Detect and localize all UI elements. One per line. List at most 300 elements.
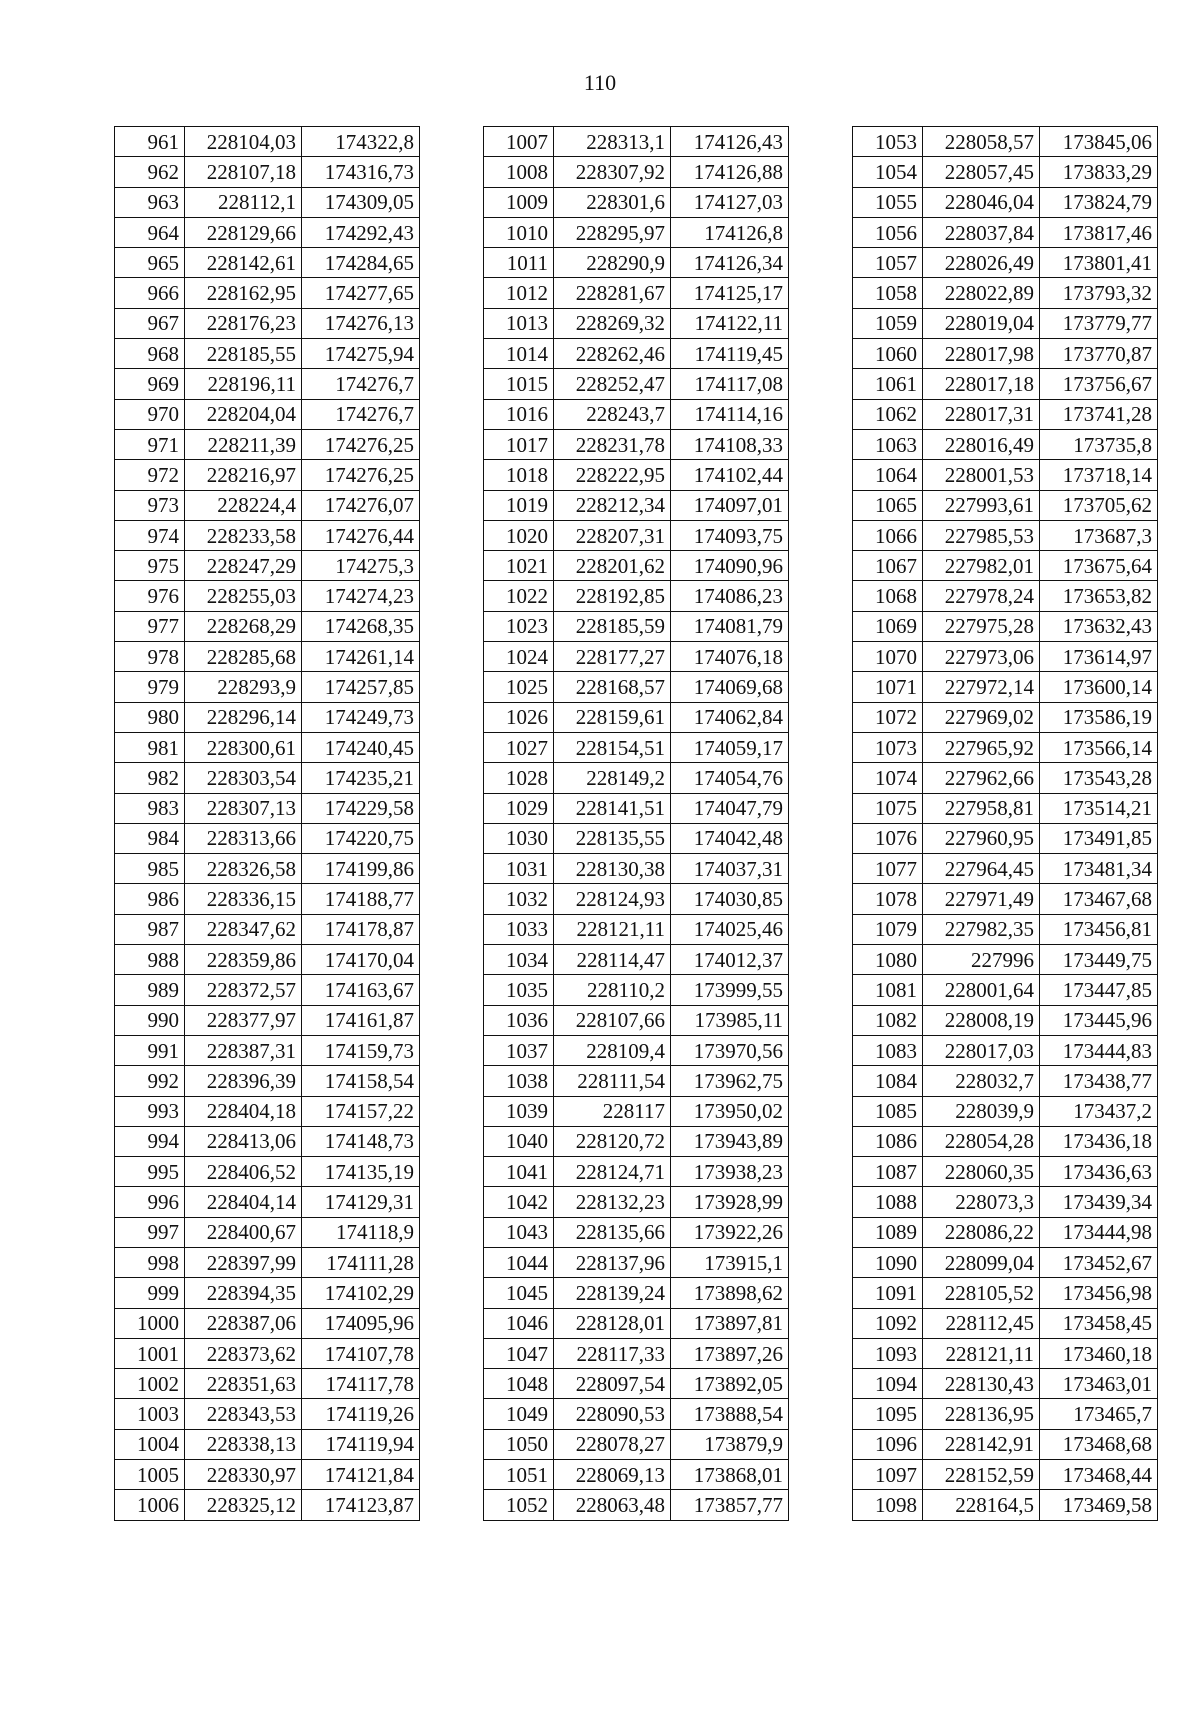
point-number-cell: 1075 [853,793,923,823]
point-number-cell: 1073 [853,732,923,762]
y-coordinate-cell: 173468,68 [1040,1429,1158,1459]
x-coordinate-cell: 228112,1 [185,187,302,217]
table-row [484,945,789,975]
point-number-cell: 1094 [853,1369,923,1399]
point-number-cell: 1004 [115,1429,185,1459]
x-coordinate-cell: 228404,14 [185,1187,302,1217]
table-row [853,1157,1158,1187]
x-coordinate-cell: 228372,57 [185,975,302,1005]
point-number-cell: 964 [115,217,185,247]
point-number-cell: 1089 [853,1217,923,1247]
y-coordinate-cell: 174126,88 [671,157,789,187]
x-coordinate-cell: 228231,78 [554,429,671,459]
y-coordinate-cell: 174309,05 [302,187,420,217]
point-number-cell: 1095 [853,1399,923,1429]
x-coordinate-cell: 228130,43 [923,1369,1040,1399]
y-coordinate-cell: 173845,06 [1040,127,1158,157]
y-coordinate-cell: 173460,18 [1040,1338,1158,1368]
point-number-cell: 961 [115,127,185,157]
table-row [484,702,789,732]
y-coordinate-cell: 173444,83 [1040,1035,1158,1065]
x-coordinate-cell: 228132,23 [554,1187,671,1217]
table-row [853,823,1158,853]
point-number-cell: 1076 [853,823,923,853]
x-coordinate-cell: 228141,51 [554,793,671,823]
y-coordinate-cell: 173491,85 [1040,823,1158,853]
point-number-cell: 1003 [115,1399,185,1429]
point-number-cell: 1027 [484,732,554,762]
x-coordinate-cell: 228154,51 [554,732,671,762]
x-coordinate-cell: 228211,39 [185,429,302,459]
table-row [853,672,1158,702]
table-row [484,369,789,399]
y-coordinate-cell: 173892,05 [671,1369,789,1399]
table-row [853,369,1158,399]
x-coordinate-cell: 228233,58 [185,520,302,550]
x-coordinate-cell: 227982,01 [923,551,1040,581]
table-row [115,1066,420,1096]
table-row [484,127,789,157]
x-coordinate-cell: 228139,24 [554,1278,671,1308]
y-coordinate-cell: 174261,14 [302,642,420,672]
table-row [853,339,1158,369]
y-coordinate-cell: 173467,68 [1040,884,1158,914]
x-coordinate-cell: 228017,31 [923,399,1040,429]
point-number-cell: 1028 [484,763,554,793]
point-number-cell: 1038 [484,1066,554,1096]
x-coordinate-cell: 227982,35 [923,914,1040,944]
x-coordinate-cell: 228142,91 [923,1429,1040,1459]
point-number-cell: 1093 [853,1338,923,1368]
x-coordinate-cell: 228359,86 [185,945,302,975]
table-row [853,399,1158,429]
y-coordinate-cell: 174069,68 [671,672,789,702]
y-coordinate-cell: 173586,19 [1040,702,1158,732]
y-coordinate-cell: 173543,28 [1040,763,1158,793]
y-coordinate-cell: 174276,07 [302,490,420,520]
point-number-cell: 1017 [484,429,554,459]
y-coordinate-cell: 173452,67 [1040,1247,1158,1277]
table-row [853,581,1158,611]
table-row [484,1005,789,1035]
y-coordinate-cell: 173770,87 [1040,339,1158,369]
point-number-cell: 1023 [484,611,554,641]
table-row [484,248,789,278]
table-row [484,157,789,187]
x-coordinate-cell: 228129,66 [185,217,302,247]
point-number-cell: 1069 [853,611,923,641]
x-coordinate-cell: 228105,52 [923,1278,1040,1308]
y-coordinate-cell: 174129,31 [302,1187,420,1217]
table-row [484,1157,789,1187]
y-coordinate-cell: 174107,78 [302,1338,420,1368]
x-coordinate-cell: 228300,61 [185,732,302,762]
x-coordinate-cell: 228406,52 [185,1157,302,1187]
table-row [853,763,1158,793]
y-coordinate-cell: 174012,37 [671,945,789,975]
table-row [853,429,1158,459]
x-coordinate-cell: 228162,95 [185,278,302,308]
point-number-cell: 1077 [853,854,923,884]
table-row [484,611,789,641]
y-coordinate-cell: 174042,48 [671,823,789,853]
y-coordinate-cell: 174322,8 [302,127,420,157]
point-number-cell: 1016 [484,399,554,429]
point-number-cell: 1048 [484,1369,554,1399]
x-coordinate-cell: 228262,46 [554,339,671,369]
y-coordinate-cell: 174081,79 [671,611,789,641]
point-number-cell: 1021 [484,551,554,581]
table-row [853,157,1158,187]
table-row [853,1126,1158,1156]
x-coordinate-cell: 228099,04 [923,1247,1040,1277]
x-coordinate-cell: 228137,96 [554,1247,671,1277]
x-coordinate-cell: 228268,29 [185,611,302,641]
point-number-cell: 996 [115,1187,185,1217]
table-row [484,429,789,459]
x-coordinate-cell: 228216,97 [185,460,302,490]
x-coordinate-cell: 228351,63 [185,1369,302,1399]
y-coordinate-cell: 173868,01 [671,1460,789,1490]
point-number-cell: 1010 [484,217,554,247]
x-coordinate-cell: 227985,53 [923,520,1040,550]
table-row [115,793,420,823]
point-number-cell: 1061 [853,369,923,399]
y-coordinate-cell: 174257,85 [302,672,420,702]
y-coordinate-cell: 173928,99 [671,1187,789,1217]
point-number-cell: 1074 [853,763,923,793]
table-row [115,1187,420,1217]
x-coordinate-cell: 228104,03 [185,127,302,157]
x-coordinate-cell: 228022,89 [923,278,1040,308]
x-coordinate-cell: 228224,4 [185,490,302,520]
y-coordinate-cell: 173705,62 [1040,490,1158,520]
table-row [115,248,420,278]
y-coordinate-cell: 174275,3 [302,551,420,581]
x-coordinate-cell: 228185,55 [185,339,302,369]
table-row [853,975,1158,1005]
coordinates-table-3 [852,126,1158,1521]
table-row [853,1490,1158,1520]
table-row [484,339,789,369]
y-coordinate-cell: 173962,75 [671,1066,789,1096]
point-number-cell: 1087 [853,1157,923,1187]
x-coordinate-cell: 228130,38 [554,854,671,884]
x-coordinate-cell: 228019,04 [923,308,1040,338]
point-number-cell: 1057 [853,248,923,278]
table-row [484,217,789,247]
table-row [115,157,420,187]
y-coordinate-cell: 173915,1 [671,1247,789,1277]
x-coordinate-cell: 228330,97 [185,1460,302,1490]
y-coordinate-cell: 174095,96 [302,1308,420,1338]
x-coordinate-cell: 228001,53 [923,460,1040,490]
point-number-cell: 1090 [853,1247,923,1277]
x-coordinate-cell: 227996 [923,945,1040,975]
table-row [115,945,420,975]
table-row [115,672,420,702]
x-coordinate-cell: 228032,7 [923,1066,1040,1096]
x-coordinate-cell: 228128,01 [554,1308,671,1338]
point-number-cell: 1029 [484,793,554,823]
point-number-cell: 986 [115,884,185,914]
x-coordinate-cell: 228057,45 [923,157,1040,187]
point-number-cell: 1014 [484,339,554,369]
y-coordinate-cell: 174030,85 [671,884,789,914]
table-row [484,1308,789,1338]
point-number-cell: 1084 [853,1066,923,1096]
table-row [484,1369,789,1399]
table-row [484,1066,789,1096]
x-coordinate-cell: 227993,61 [923,490,1040,520]
x-coordinate-cell: 228285,68 [185,642,302,672]
point-number-cell: 981 [115,732,185,762]
x-coordinate-cell: 228135,55 [554,823,671,853]
x-coordinate-cell: 228176,23 [185,308,302,338]
x-coordinate-cell: 228117 [554,1096,671,1126]
table-row [484,763,789,793]
table-row [115,278,420,308]
point-number-cell: 1068 [853,581,923,611]
point-number-cell: 1097 [853,1460,923,1490]
table-row [484,1247,789,1277]
y-coordinate-cell: 173817,46 [1040,217,1158,247]
y-coordinate-cell: 174157,22 [302,1096,420,1126]
x-coordinate-cell: 227965,92 [923,732,1040,762]
table-row [853,884,1158,914]
table-row [115,217,420,247]
point-number-cell: 1098 [853,1490,923,1520]
point-number-cell: 1046 [484,1308,554,1338]
point-number-cell: 1056 [853,217,923,247]
table-row [115,1096,420,1126]
y-coordinate-cell: 174111,28 [302,1247,420,1277]
y-coordinate-cell: 174119,26 [302,1399,420,1429]
table-row [484,1429,789,1459]
y-coordinate-cell: 174135,19 [302,1157,420,1187]
x-coordinate-cell: 228112,45 [923,1308,1040,1338]
table-row [853,1096,1158,1126]
x-coordinate-cell: 227962,66 [923,763,1040,793]
point-number-cell: 1037 [484,1035,554,1065]
table-row [484,732,789,762]
x-coordinate-cell: 228295,97 [554,217,671,247]
x-coordinate-cell: 227969,02 [923,702,1040,732]
x-coordinate-cell: 227978,24 [923,581,1040,611]
y-coordinate-cell: 173888,54 [671,1399,789,1429]
table-row [853,732,1158,762]
table-row [484,551,789,581]
y-coordinate-cell: 173985,11 [671,1005,789,1035]
y-coordinate-cell: 173718,14 [1040,460,1158,490]
y-coordinate-cell: 174159,73 [302,1035,420,1065]
x-coordinate-cell: 228313,1 [554,127,671,157]
x-coordinate-cell: 228293,9 [185,672,302,702]
table-row [115,187,420,217]
point-number-cell: 973 [115,490,185,520]
point-number-cell: 1000 [115,1308,185,1338]
x-coordinate-cell: 228001,64 [923,975,1040,1005]
point-number-cell: 980 [115,702,185,732]
x-coordinate-cell: 228307,92 [554,157,671,187]
y-coordinate-cell: 174240,45 [302,732,420,762]
table-row [484,308,789,338]
point-number-cell: 1079 [853,914,923,944]
table-row [484,975,789,1005]
table-row [853,1035,1158,1065]
y-coordinate-cell: 173449,75 [1040,945,1158,975]
x-coordinate-cell: 227958,81 [923,793,1040,823]
point-number-cell: 1054 [853,157,923,187]
y-coordinate-cell: 173898,62 [671,1278,789,1308]
x-coordinate-cell: 228387,31 [185,1035,302,1065]
x-coordinate-cell: 228136,95 [923,1399,1040,1429]
table-row [484,884,789,914]
x-coordinate-cell: 228069,13 [554,1460,671,1490]
x-coordinate-cell: 228252,47 [554,369,671,399]
table-row [115,763,420,793]
point-number-cell: 998 [115,1247,185,1277]
table-row [484,1399,789,1429]
table-row [484,399,789,429]
y-coordinate-cell: 174268,35 [302,611,420,641]
x-coordinate-cell: 228222,95 [554,460,671,490]
y-coordinate-cell: 174284,65 [302,248,420,278]
table-row [115,1369,420,1399]
point-number-cell: 1052 [484,1490,554,1520]
table-row [853,914,1158,944]
table-row [484,460,789,490]
x-coordinate-cell: 228196,11 [185,369,302,399]
y-coordinate-cell: 174275,94 [302,339,420,369]
y-coordinate-cell: 174188,77 [302,884,420,914]
table-row [115,854,420,884]
x-coordinate-cell: 228247,29 [185,551,302,581]
table-row [853,551,1158,581]
x-coordinate-cell: 228373,62 [185,1338,302,1368]
coordinates-table-2 [483,126,789,1521]
x-coordinate-cell: 228135,66 [554,1217,671,1247]
point-number-cell: 1071 [853,672,923,702]
y-coordinate-cell: 174276,13 [302,308,420,338]
table-row [484,581,789,611]
y-coordinate-cell: 174090,96 [671,551,789,581]
point-number-cell: 1044 [484,1247,554,1277]
y-coordinate-cell: 173922,26 [671,1217,789,1247]
y-coordinate-cell: 173857,77 [671,1490,789,1520]
y-coordinate-cell: 174086,23 [671,581,789,611]
y-coordinate-cell: 174276,25 [302,460,420,490]
table-row [853,854,1158,884]
x-coordinate-cell: 228201,62 [554,551,671,581]
point-number-cell: 1012 [484,278,554,308]
point-number-cell: 1043 [484,1217,554,1247]
table-row [115,429,420,459]
table-row [853,490,1158,520]
x-coordinate-cell: 228296,14 [185,702,302,732]
y-coordinate-cell: 173970,56 [671,1035,789,1065]
y-coordinate-cell: 173469,58 [1040,1490,1158,1520]
point-number-cell: 1072 [853,702,923,732]
y-coordinate-cell: 173879,9 [671,1429,789,1459]
point-number-cell: 991 [115,1035,185,1065]
x-coordinate-cell: 228017,03 [923,1035,1040,1065]
table-row [484,1035,789,1065]
y-coordinate-cell: 174126,8 [671,217,789,247]
point-number-cell: 968 [115,339,185,369]
point-number-cell: 1066 [853,520,923,550]
x-coordinate-cell: 228313,66 [185,823,302,853]
table-row [484,1126,789,1156]
point-number-cell: 1011 [484,248,554,278]
table-row [484,672,789,702]
point-number-cell: 1032 [484,884,554,914]
table-row [484,1217,789,1247]
table-row [853,1066,1158,1096]
table-row [484,1460,789,1490]
y-coordinate-cell: 173897,26 [671,1338,789,1368]
x-coordinate-cell: 228086,22 [923,1217,1040,1247]
table-row [853,1308,1158,1338]
point-number-cell: 1020 [484,520,554,550]
y-coordinate-cell: 174276,25 [302,429,420,459]
y-coordinate-cell: 174121,84 [302,1460,420,1490]
point-number-cell: 1053 [853,127,923,157]
table-row [115,399,420,429]
point-number-cell: 982 [115,763,185,793]
y-coordinate-cell: 174127,03 [671,187,789,217]
x-coordinate-cell: 228338,13 [185,1429,302,1459]
point-number-cell: 1049 [484,1399,554,1429]
point-number-cell: 1036 [484,1005,554,1035]
table-row [115,127,420,157]
y-coordinate-cell: 174126,43 [671,127,789,157]
table-row [115,1460,420,1490]
point-number-cell: 1067 [853,551,923,581]
table-row [853,611,1158,641]
table-row [484,823,789,853]
point-number-cell: 1025 [484,672,554,702]
point-number-cell: 1088 [853,1187,923,1217]
point-number-cell: 972 [115,460,185,490]
y-coordinate-cell: 174114,16 [671,399,789,429]
point-number-cell: 1085 [853,1096,923,1126]
point-number-cell: 990 [115,1005,185,1035]
x-coordinate-cell: 228017,98 [923,339,1040,369]
point-number-cell: 1035 [484,975,554,1005]
x-coordinate-cell: 228177,27 [554,642,671,672]
point-number-cell: 970 [115,399,185,429]
x-coordinate-cell: 228121,11 [923,1338,1040,1368]
point-number-cell: 966 [115,278,185,308]
y-coordinate-cell: 174277,65 [302,278,420,308]
table-row [115,1399,420,1429]
table-row [115,1157,420,1187]
point-number-cell: 1007 [484,127,554,157]
table-row [115,460,420,490]
x-coordinate-cell: 228269,32 [554,308,671,338]
y-coordinate-cell: 173824,79 [1040,187,1158,217]
x-coordinate-cell: 228121,11 [554,914,671,944]
point-number-cell: 979 [115,672,185,702]
x-coordinate-cell: 228078,27 [554,1429,671,1459]
y-coordinate-cell: 174249,73 [302,702,420,732]
table-row [115,308,420,338]
x-coordinate-cell: 228281,67 [554,278,671,308]
x-coordinate-cell: 228016,49 [923,429,1040,459]
y-coordinate-cell: 174163,67 [302,975,420,1005]
table-row [853,248,1158,278]
